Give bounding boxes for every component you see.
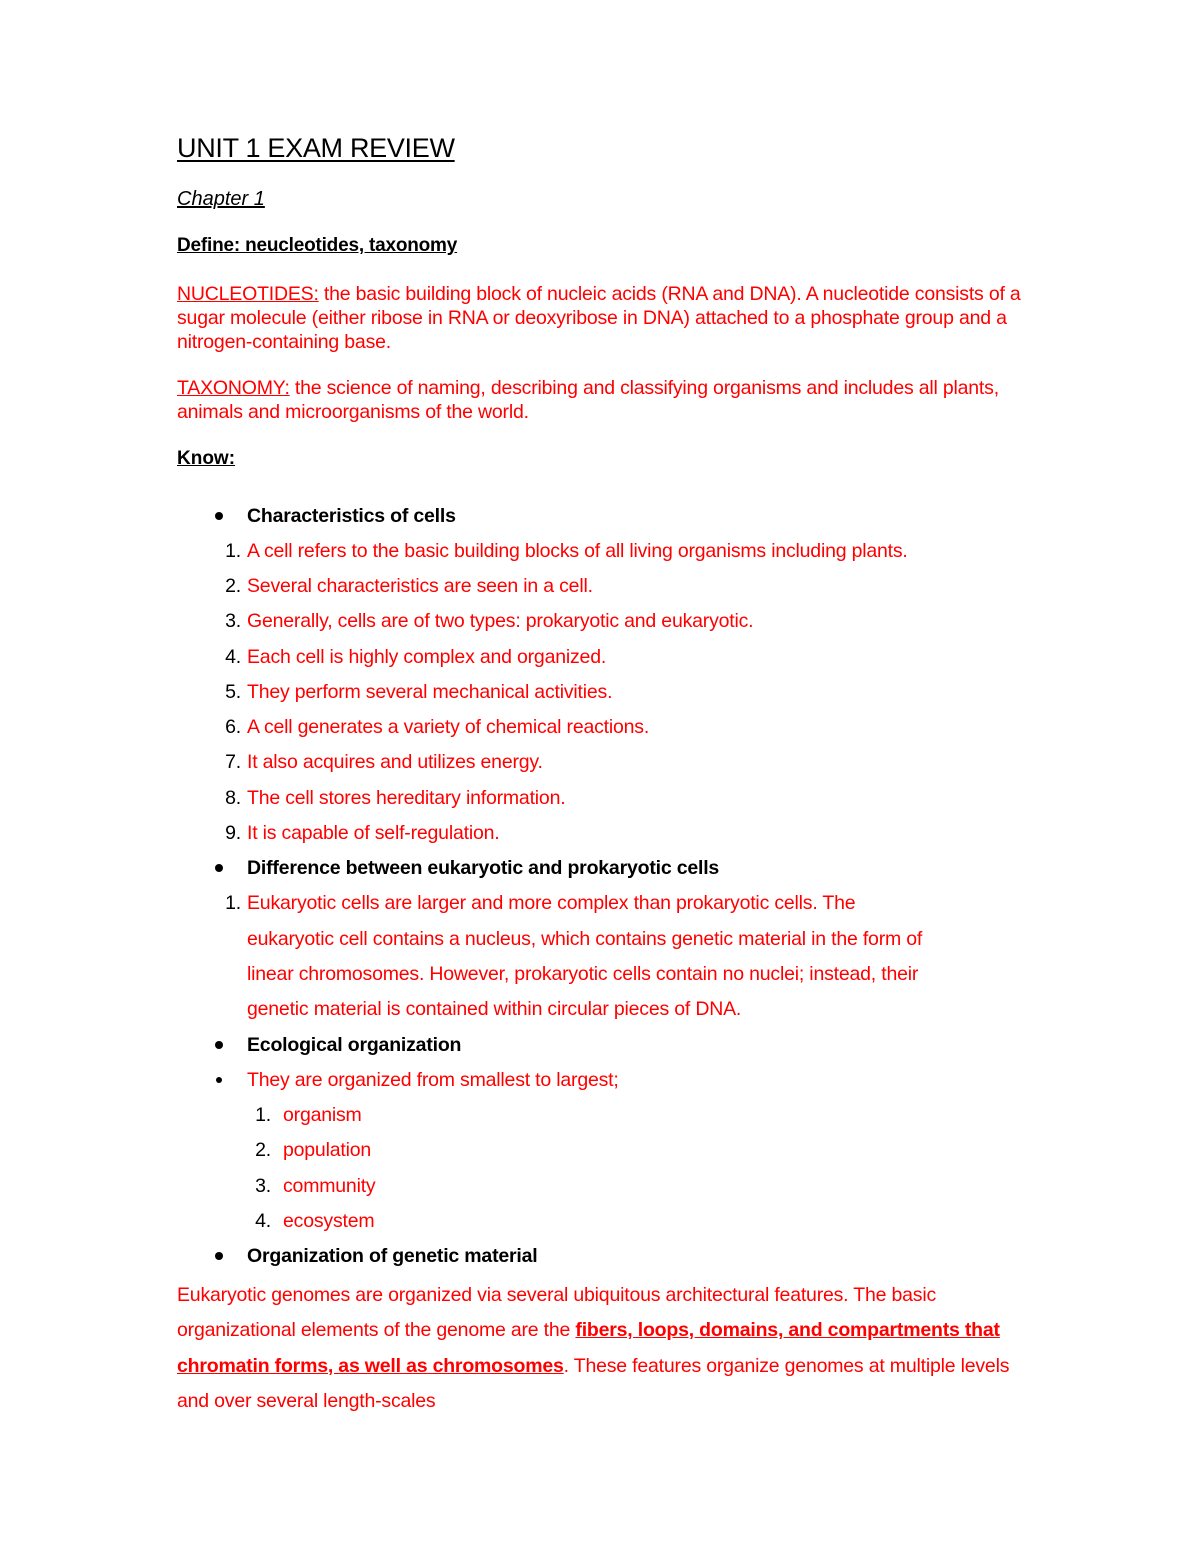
bullet-icon	[215, 512, 223, 520]
chapter-heading: Chapter 1	[177, 188, 265, 210]
definition-text: the basic building block of nucleic acids (RNA and DNA). A nucleotide consists of a sugar molecule (either ribose in RNA or deoxyribose in DNA) attached to a phosphate group and a nitrogen-containing base.	[177, 283, 1021, 353]
bullet-icon	[215, 1041, 223, 1049]
define-heading: Define: neucleotides, taxonomy	[177, 235, 458, 256]
genetic-material-paragraph: Eukaryotic genomes are organized via several ubiquitous architectural features. The basic organizational elements of the genome are the fibers, loops, domains, and compartments that chromatin forms, as well as chromosomes. These features organize genomes at multiple levels and over several length-scales	[177, 1284, 1010, 1412]
definition-term: TAXONOMY:	[177, 377, 290, 399]
definition-nucleotides	[177, 282, 1027, 354]
definition-taxonomy	[177, 376, 1027, 424]
definition-term: NUCLEOTIDES:	[177, 283, 319, 305]
definition-text: the science of naming, describing and classifying organisms and includes all plants, animals and microorganisms of the world.	[177, 377, 999, 423]
bullet-icon	[215, 1252, 223, 1260]
know-heading: Know:	[177, 448, 236, 469]
bullet-icon	[215, 864, 223, 872]
page-title: UNIT 1 EXAM REVIEW	[177, 133, 455, 163]
bullet-icon	[216, 1077, 222, 1083]
emphasized-text: fibers, loops, domains, and compartments that chromatin forms, as well as chromosomes	[177, 1319, 1000, 1377]
